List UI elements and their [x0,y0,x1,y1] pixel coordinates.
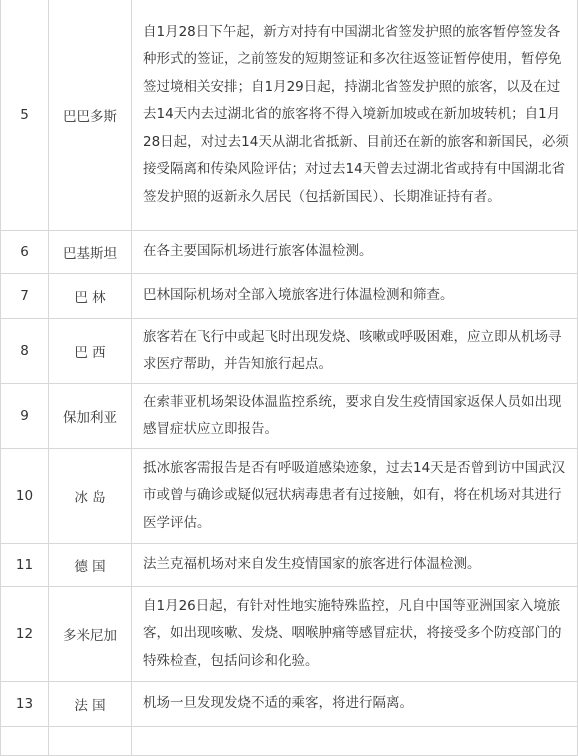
row-number: 11 [1,544,49,587]
country-cell: 多米尼加 [49,587,132,682]
table-row [1,682,578,727]
measure-cell: 在各主要国际机场进行旅客体温检测。 [132,231,578,274]
country-cell: 法 国 [49,682,132,727]
country-cell-empty [49,727,132,756]
measure-cell: 法兰克福机场对来自发生疫情国家的旅客进行体温检测。 [132,544,578,587]
country-cell: 巴 西 [49,319,132,384]
country-cell: 巴 林 [49,274,132,319]
country-cell: 保加利亚 [49,384,132,449]
row-number: 8 [1,319,49,384]
country-cell: 巴巴多斯 [49,0,132,231]
country-cell: 巴基斯坦 [49,231,132,274]
measure-cell: 旅客若在飞行中或起飞时出现发烧、咳嗽或呼吸困难，应立即从机场寻求医疗帮助，并告知旅行起点。 [132,319,578,384]
table-row-partial [1,727,578,756]
measure-cell: 在索菲亚机场架设体温监控系统，要求自发生疫情国家返保人员如出现感冒症状应立即报告。 [132,384,578,449]
measure-cell: 自1月28日下午起，新方对持有中国湖北省签发护照的旅客暂停签发各种形式的签证，之前签发的短期签证和多次往返签证暂停使用，暂停免签过境相关安排；自1月29日起，持湖北省签发护照的旅客，以及在过去14天内去过湖北省的旅客将不得入境新加坡或在新加坡转机；自1月28日起，对过去14天从湖北省抵新、目前还在新的旅客和新国民，必须接受隔离和传染风险评估；对过去14天曾去过湖北省或持有中国湖北省签发护照的返新永久居民（包括新国民）、长期准证持有者。 [132,0,578,231]
measure-cell: 机场一旦发现发烧不适的乘客，将进行隔离。 [132,682,578,727]
country-cell: 冰 岛 [49,449,132,544]
table-row [1,587,578,682]
table-row [1,0,578,231]
table-row [1,544,578,587]
measure-cell: 自1月26日起，有针对性地实施特殊监控，凡自中国等亚洲国家入境旅客，如出现咳嗽、发烧、咽喉肿痛等感冒症状，将接受多个防疫部门的特殊检查，包括问诊和化验。 [132,587,578,682]
row-number: 12 [1,587,49,682]
table-row [1,274,578,319]
row-number: 13 [1,682,49,727]
table-row [1,449,578,544]
table-row [1,231,578,274]
row-number: 9 [1,384,49,449]
row-number: 6 [1,231,49,274]
table-row [1,319,578,384]
row-number: 5 [1,0,49,231]
table-row [1,384,578,449]
row-number: 10 [1,449,49,544]
row-number-empty [1,727,49,756]
measure-cell-empty [132,727,578,756]
measure-cell: 巴林国际机场对全部入境旅客进行体温检测和筛查。 [132,274,578,319]
country-cell: 德 国 [49,544,132,587]
row-number: 7 [1,274,49,319]
measure-cell: 抵冰旅客需报告是否有呼吸道感染迹象，过去14天是否曾到访中国武汉市或曾与确诊或疑似冠状病毒患者有过接触，如有，将在机场对其进行医学评估。 [132,449,578,544]
